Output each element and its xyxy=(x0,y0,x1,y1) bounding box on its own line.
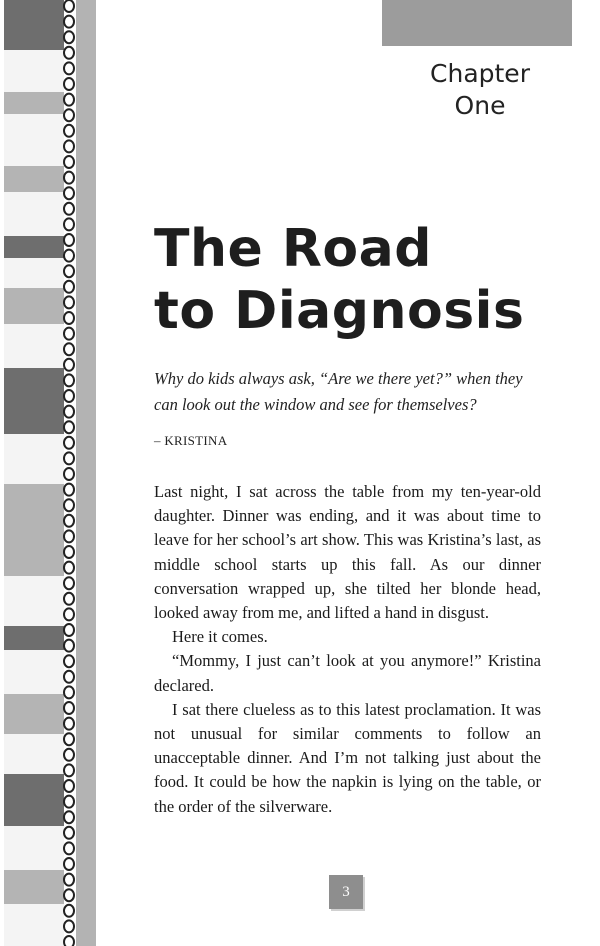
chapter-title xyxy=(154,218,524,342)
chapter-title-line1: The Road xyxy=(154,219,432,279)
paragraph: Here it comes. xyxy=(172,627,268,647)
chapter-label xyxy=(400,58,560,122)
paragraph: I sat there clueless as to this latest proclamation. It was not unusual for similar comments to follow an unacceptable dinner. And I’m not talking just about the food. It could be how the napkin is lying on the table, or the order of the silverware. xyxy=(154,699,541,816)
chapter-label-line2: One xyxy=(454,91,506,120)
page-number: 3 xyxy=(329,875,363,909)
epigraph xyxy=(154,366,544,454)
side-decorative-strip xyxy=(0,0,96,946)
paragraph: Last night, I sat across the table from my ten-year-old daughter. Dinner was ending, and it was about time to leave for her school’s art show. This was Kristina’s last, as middle school starts up this fall. As our dinner conversation wrapped up, she tilted her blonde head, looked away from me, and lifted a hand in disgust. xyxy=(154,482,541,623)
body-text xyxy=(154,480,541,819)
top-tab-decoration xyxy=(382,0,572,46)
epigraph-quote: Why do kids always ask, “Are we there yet?” when they can look out the window and see for themselves? xyxy=(154,369,523,414)
paragraph: “Mommy, I just can’t look at you anymore!” Kristina declared. xyxy=(154,651,541,695)
epigraph-attribution: – KRISTINA xyxy=(154,433,228,448)
chapter-title-line2: to Diagnosis xyxy=(154,281,525,341)
chapter-label-line1: Chapter xyxy=(430,59,530,88)
